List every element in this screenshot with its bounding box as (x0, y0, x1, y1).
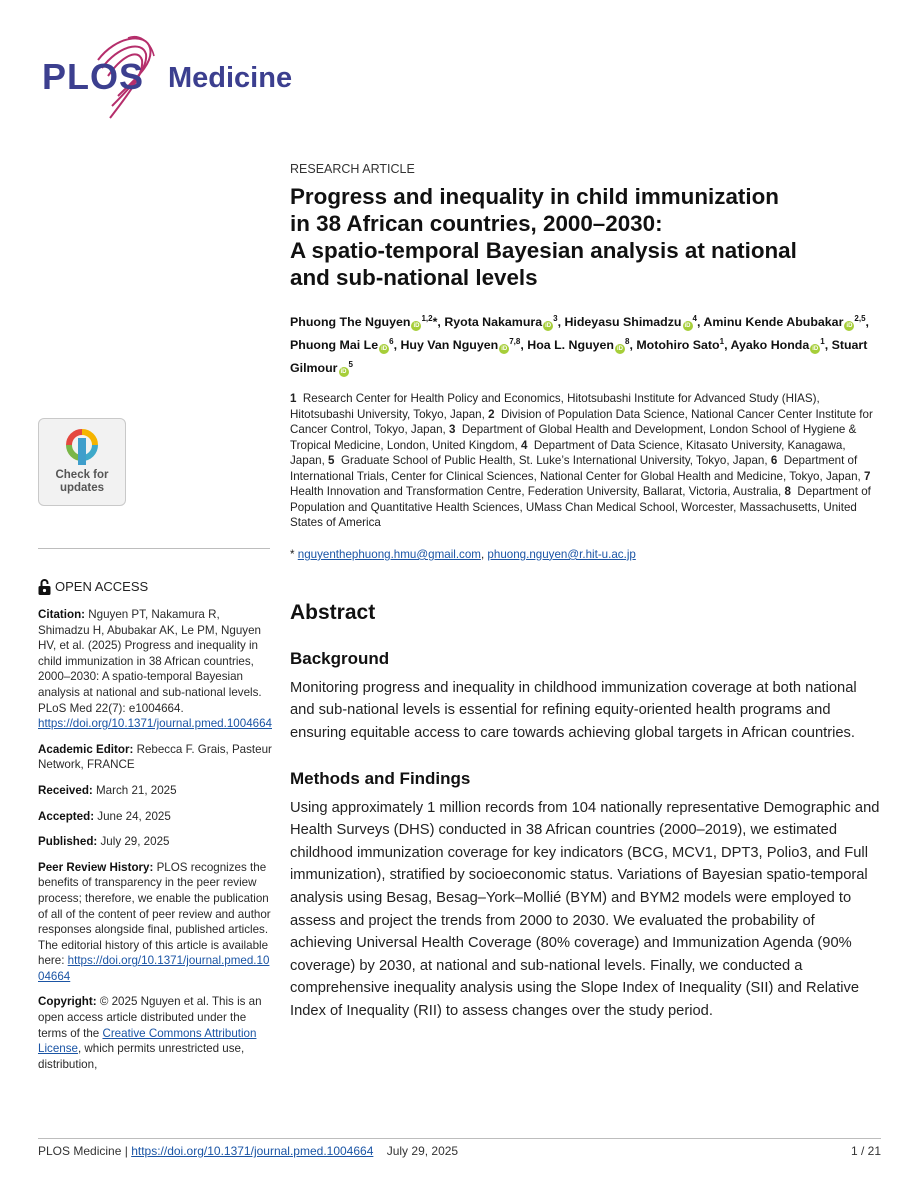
author-affiliation-sup: 1 (719, 337, 725, 347)
author-affiliation-sup: 7,8 (509, 337, 521, 347)
background-heading: Background (290, 648, 390, 668)
corresponding-emails: * nguyenthephuong.hmu@gmail.com, phuong.nguyen@r.hit-u.ac.jp (290, 547, 636, 561)
citation-text: Nguyen PT, Nakamura R, Shimadzu H, Abubakar AK, Le PM, Nguyen HV, et al. (2025) Progress and inequality in child immunization in 38 African countries, 2000–2030: A spatio-temporal Bayesian analysis at national and sub-national levels. PLoS Med 22(7): e1004664. (38, 608, 262, 715)
peer-review-label: Peer Review History: (38, 860, 154, 874)
author-affiliation-sup: 4 (692, 314, 697, 323)
accepted-block (38, 809, 272, 825)
editor-block (38, 742, 272, 773)
affiliation-number: 8 (784, 485, 791, 499)
orcid-icon[interactable]: iD (381, 346, 388, 353)
author-affiliation-sup: 5 (348, 360, 353, 370)
page-number: 1 / 21 (850, 1144, 881, 1158)
author-affiliation-sup: 2,5 (854, 314, 866, 323)
article-type: RESEARCH ARTICLE (290, 162, 415, 176)
corresponding-mark: * (290, 547, 295, 561)
methods-heading: Methods and Findings (290, 768, 471, 788)
author-name[interactable]: Ayako Honda (730, 338, 810, 353)
orcid-icon[interactable]: iD (617, 346, 623, 353)
author-name[interactable]: Phuong Mai Le (290, 338, 379, 353)
article-sidebar (38, 578, 272, 1082)
title-line: A spatio-temporal Bayesian analysis at national (290, 238, 797, 263)
editor-text: Rebecca F. Grais, Pasteur Network, FRANCE (38, 742, 272, 772)
affiliation-text: Department of Global Health and Development, London School of Hygiene & Tropical Medicine, London, United Kingdom, (290, 423, 857, 452)
author-name[interactable]: Hideyasu Shimadzu (564, 315, 682, 330)
published-label: Published: (38, 835, 98, 849)
received-date: March 21, 2025 (96, 783, 177, 797)
affiliation-number: 3 (448, 423, 456, 437)
orcid-icon[interactable]: iD (413, 323, 420, 330)
received-block (38, 783, 272, 799)
author-name[interactable]: Phuong The Nguyen (290, 315, 411, 330)
author-affiliation-sup: 3 (553, 314, 558, 323)
author-name[interactable]: Stuart Gilmour (290, 338, 868, 376)
affiliation-text: Department of International Trials, Center for Clinical Sciences, National Center for Global Health and Medicine, Tokyo, Japan, (290, 454, 861, 483)
received-label: Received: (38, 783, 93, 797)
orcid-icon[interactable]: iD (812, 346, 819, 353)
author-name[interactable]: Ryota Nakamura (444, 315, 543, 330)
title-line: in 38 African countries, 2000–2030: (290, 211, 663, 236)
open-access-label: OPEN ACCESS (55, 578, 149, 594)
abstract-heading: Abstract (290, 600, 376, 624)
editor-label: Academic Editor: (38, 742, 134, 756)
affiliation-text: Division of Population Data Science, National Cancer Center Institute for Cancer Control, Tokyo, Japan, (290, 407, 873, 437)
footer-separator: | (124, 1144, 128, 1158)
copyright-block (38, 994, 272, 1072)
published-date: July 29, 2025 (100, 835, 170, 849)
affiliation-number: 6 (770, 454, 778, 468)
peer-review-block (38, 860, 272, 985)
sidebar-divider (38, 548, 270, 549)
author-affiliation-sup: 6 (389, 337, 394, 347)
author-name[interactable]: Hoa L. Nguyen (527, 338, 614, 353)
crossmark-icon (63, 425, 101, 465)
orcid-icon[interactable]: iD (545, 323, 552, 330)
crossmark-label: Check for updates (55, 469, 109, 494)
author-list: Phuong The Nguyen iD$^{1,2}$*, Ryota Nakamura $iD^3$, Hideyasu Shimadzu $iD^4$, Aminu Kende Abubakar iD$^{2,5}$, Phuong Mai Le $iD^6$, Huy Van Nguyen iD$^{7,8}$, Hoa L. Nguyen $iD^8$, Motohiro Sato$^1$, Ayako Honda $iD^1$, Stuart Gilmour $iD^5$ (290, 314, 869, 376)
author-name[interactable]: Aminu Kende Abubakar (703, 315, 844, 330)
author-affiliation-sup: 8 (625, 337, 630, 347)
peer-review-link[interactable]: https://doi.org/10.1371/journal.pmed.1004664 (38, 954, 270, 983)
accepted-label: Accepted: (38, 809, 95, 823)
affiliation-number: 1 (290, 392, 297, 406)
affiliation-number: 7 (863, 469, 871, 483)
accepted-date: June 24, 2025 (97, 809, 171, 823)
author-affiliation-sup: 1,2 (421, 314, 433, 323)
affiliation-text: Department of Data Science, Kitasato University, Kanagawa, Japan, (290, 438, 846, 468)
affiliations (290, 391, 880, 531)
citation-block (38, 607, 272, 732)
page-footer (38, 1144, 881, 1158)
copyright-text: © 2025 Nguyen et al. This is an open access article distributed under the terms of the (38, 995, 262, 1040)
logo-brand: PLOS (42, 56, 145, 97)
affiliation-text: Graduate School of Public Health, St. Luke’s International University, Tokyo, Japan, (340, 454, 768, 468)
orcid-icon[interactable]: iD (684, 323, 691, 330)
published-block (38, 834, 272, 850)
citation-doi-link[interactable]: https://doi.org/10.1371/journal.pmed.1004664 (38, 717, 272, 731)
corresponding-author-mark: * (432, 315, 438, 330)
affiliation-text: Health Innovation and Transformation Centre, Federation University, Ballarat, Victoria, Australia, (290, 485, 782, 499)
author-affiliation-sup: 1 (820, 337, 825, 347)
affiliation-number: 4 (520, 438, 528, 452)
footer-doi-link[interactable]: https://doi.org/10.1371/journal.pmed.1004664 (131, 1144, 374, 1158)
copyright-label: Copyright: (38, 995, 97, 1009)
article-title (290, 183, 880, 291)
journal-logo[interactable] (38, 30, 293, 120)
citation-label: Citation: (38, 608, 86, 621)
open-lock-icon (38, 578, 51, 595)
article-main (290, 162, 880, 1023)
footer-date: July 29, 2025 (386, 1144, 459, 1158)
affiliation-text: Research Center for Health Policy and Economics, Hitotsubashi Institute for Advanced Study (HIAS), Hitotsubashi University, Tokyo, Japan, (290, 392, 820, 421)
email-link[interactable]: phuong.nguyen@r.hit-u.ac.jp (487, 547, 636, 561)
methods-paragraph: Using approximately 1 million records from 104 nationally representative Demographic and Health Surveys (DHS) conducted in 38 African countries (2000–2019), we estimated childhood immunization coverage for key indicators (BCG, MCV1, DPT3, Polio3, and Full immunization), stratified by socioeconomic status. Variations of Bayesian spatio-temporal analysis using Besag, Besag–York–Mollié (BYM) and BYM2 models were employed to assess and project the trends from 2000 to 2030. We evaluated the probability of achieving Universal Health Coverage (80% coverage) and Immunization Agenda (90% coverage) by 2030, at national and sub-national levels. Finally, we conducted a comprehensive inequality analysis using the Slope Index of Inequality (SII) and Relative Index of Inequality (RII) to assess changes over the study period. (290, 799, 880, 1019)
logo-journal-name: Medicine (168, 62, 293, 94)
title-line: and sub-national levels (290, 265, 538, 290)
affiliation-text: Department of Population and Quantitative Health Sciences, UMass Chan Medical School, Worcester, Massachusetts, United States of America (290, 485, 871, 530)
author-name[interactable]: Motohiro Sato (636, 338, 720, 353)
cc-license-link[interactable]: Creative Commons Attribution License (38, 1026, 257, 1056)
orcid-icon[interactable]: iD (501, 346, 508, 353)
peer-review-text: PLOS recognizes the benefits of transparency in the peer review process; therefore, we enable the publication of all of the content of peer review and author responses alongside final, published articles. The editorial history of this article is available here: (38, 860, 271, 968)
open-access-badge (38, 578, 272, 595)
affiliation-number: 2 (488, 407, 495, 421)
title-line: Progress and inequality in child immunization (290, 184, 779, 209)
author-name[interactable]: Huy Van Nguyen (400, 338, 499, 353)
copyright-tail: , which permits unrestricted use, distribution, (38, 1042, 245, 1071)
orcid-icon[interactable]: iD (340, 369, 347, 376)
footer-journal: PLOS Medicine (38, 1144, 122, 1158)
check-for-updates-badge[interactable] (38, 418, 126, 506)
affiliation-number: 5 (328, 454, 335, 468)
email-link[interactable]: nguyenthephuong.hmu@gmail.com (297, 547, 481, 561)
background-paragraph: Monitoring progress and inequality in childhood immunization coverage at both national and sub-national levels is essential for refining equity-oriented health programs and ensuring equitable access to care towards achieving global targets in African countries. (290, 679, 857, 742)
orcid-icon[interactable]: iD (846, 323, 853, 330)
footer-divider (38, 1138, 881, 1139)
